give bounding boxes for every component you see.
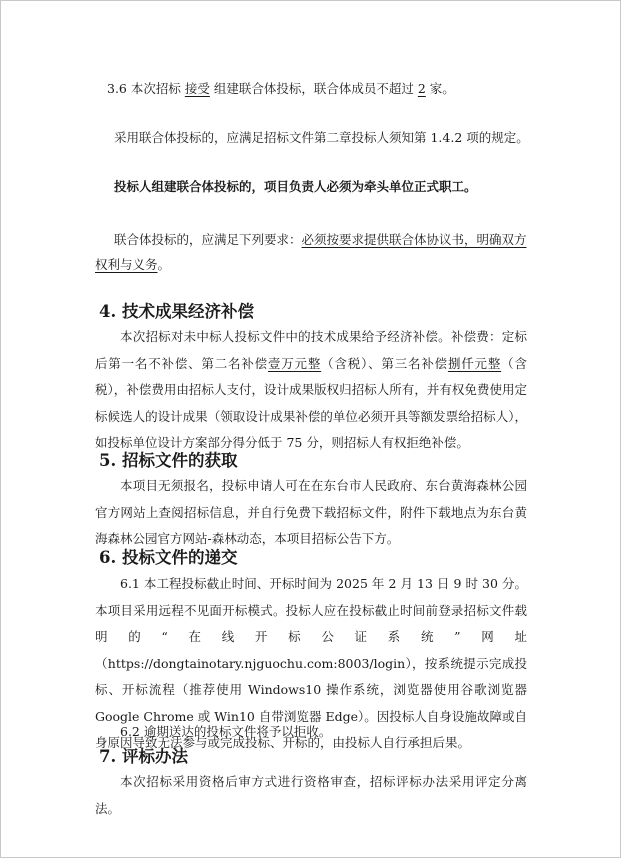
section-5-body: 本项目无须报名，投标申请人可在在东台市人民政府、东台黄海森林公园官方网站上查阅招标信息，并自行免费下载招标文件，附件下载地点为东台黄海森林公园官方网站-森林动态，本项目招标公告下方。 (95, 478, 527, 546)
requirement-underlined-1: 必须按要求提供联合体协议书，明确双方 (301, 232, 527, 247)
section-7-title: 7. 评标办法 (99, 747, 188, 766)
section-4-text-3: （含税），补偿费用由招标人支付，设计成果版权归招标人所有，并有权免费使用定标候选人的设计成果（领取设计成果补偿的单位必须开具等额发票给招标人），如投标单位设计方案部分得分低于 75 分，则招标人有权拒绝补偿。 (95, 355, 527, 450)
second-place-amount: 壹万元整 (267, 355, 322, 371)
member-limit-value: 2 (417, 81, 426, 96)
section-4-text-2: （含税）、第三名补偿 (321, 355, 448, 371)
clause-3-6-middle: 组建联合体投标，联合体成员不超过 (213, 81, 414, 96)
consortium-requirement (114, 227, 527, 253)
third-place-amount: 捌仟元整 (447, 355, 502, 371)
consortium-rule: 采用联合体投标的，应满足招标文件第二章投标人须知第 1.4.2 项的规定。 (114, 130, 529, 145)
section-6-title: 6. 投标文件的递交 (99, 548, 238, 567)
requirement-suffix: 。 (157, 257, 171, 272)
bold-note: 投标人组建联合体投标的，项目负责人必须为牵头单位正式职工。 (114, 179, 477, 194)
clause-3-6-prefix: 3.6 本次招标 (107, 81, 181, 96)
clause-3-6-suffix: 家。 (429, 81, 455, 96)
requirement-prefix: 联合体投标的，应满足下列要求： (114, 232, 302, 247)
section-4-body (95, 324, 527, 457)
section-4-title: 4. 技术成果经济补偿 (99, 302, 254, 321)
accept-value: 接受 (184, 81, 210, 96)
requirement-underlined-2: 权利与义务 (95, 257, 158, 272)
section-7-body: 本次招标采用资格后审方式进行资格审查，招标评标办法采用评定分离法。 (95, 774, 527, 816)
clause-3-6 (107, 76, 455, 102)
section-5-title: 5. 招标文件的获取 (99, 451, 238, 470)
section-4-text-1: 本次招标对未中标人投标文件中的技术成果给予经济补偿。补偿费：定标后第一名不补偿、第二名补偿 (95, 329, 527, 371)
consortium-requirement-cont (95, 252, 170, 278)
section-6-para-1: 6.1 本工程投标截止时间、开标时间为 2025 年 2 月 13 日 9 时 30 分。本项目采用远程不见面开标模式。投标人应在投标截止时间前登录招标文件载明的“在线开标公证系统”网址（https://dongtainotary.njguochu.com:8003/login），按系统提示完成投标、开标流程（推荐使用 Windows10 操作系统，浏览器使用谷歌浏览器 Google Chrome 或 Win10 自带浏览器 Edge）。因投标人自身设施故障或自身原因导致无法参与或完成投标、开标的，由投标人自行承担后果。 (95, 576, 527, 750)
section-6-para-2: 6.2 逾期送达的投标文件将予以拒收。 (120, 724, 332, 739)
